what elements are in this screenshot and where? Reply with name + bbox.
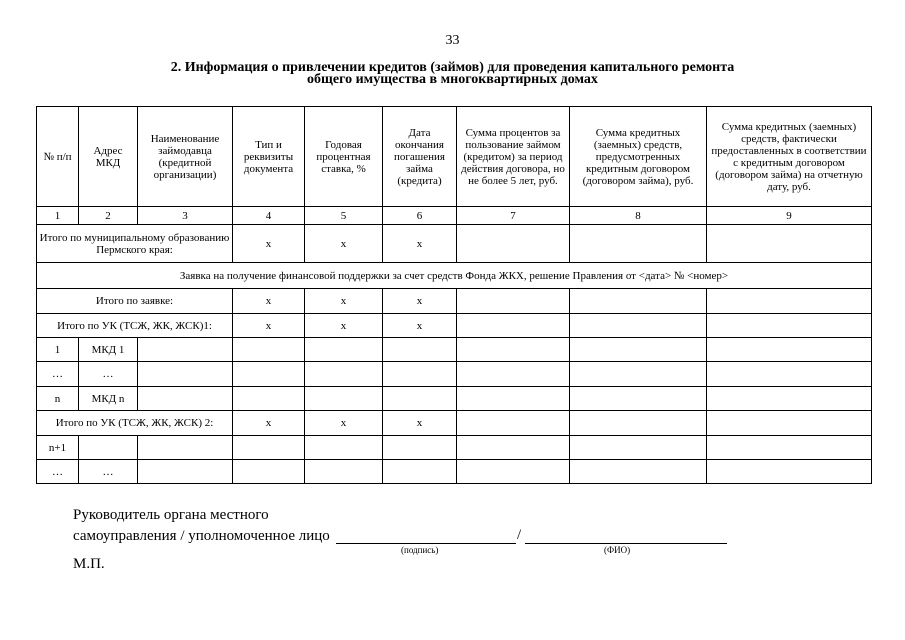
column-number: 1 [37, 207, 79, 225]
header-cell: Тип и реквизиты документа [233, 107, 305, 207]
empty-cell [707, 225, 872, 263]
x-mark: х [305, 289, 383, 314]
row-number: n+1 [37, 436, 79, 460]
name-hint: (ФИО) [604, 545, 631, 555]
empty-cell [457, 411, 570, 436]
page-title-line-1: 2. Информация о привлечении кредитов (займов) для проведения капитального ремонта [170, 60, 735, 75]
empty-cell [138, 436, 233, 460]
empty-cell [707, 411, 872, 436]
empty-cell [707, 436, 872, 460]
row-address [79, 436, 138, 460]
name-blank [525, 543, 727, 544]
empty-cell [383, 387, 457, 411]
signature-blank [336, 543, 516, 544]
header-cell: Сумма кредитных (заемных) средств, фактически предоставленных в соответствии с кредитным договором (договором займа) на отчетную дату, руб. [707, 107, 872, 207]
empty-cell [570, 314, 707, 338]
page-title-line-2: общего имущества в многоквартирных домах [307, 72, 598, 87]
empty-cell [383, 460, 457, 484]
empty-cell [707, 338, 872, 362]
empty-cell [570, 362, 707, 387]
application-total-label: Итого по заявке: [37, 289, 233, 314]
row-address: МКД n [79, 387, 138, 411]
empty-cell [457, 460, 570, 484]
column-number: 3 [138, 207, 233, 225]
empty-cell [138, 338, 233, 362]
x-mark: х [305, 314, 383, 338]
x-mark: х [305, 225, 383, 263]
empty-cell [457, 436, 570, 460]
empty-cell [383, 362, 457, 387]
uk1-total-label: Итого по УК (ТСЖ, ЖК, ЖСК)1: [37, 314, 233, 338]
page-title [120, 62, 785, 86]
empty-cell [233, 362, 305, 387]
uk2-total-label: Итого по УК (ТСЖ, ЖК, ЖСК) 2: [37, 411, 233, 436]
empty-cell [138, 362, 233, 387]
column-number: 6 [383, 207, 457, 225]
empty-cell [570, 411, 707, 436]
empty-cell [707, 460, 872, 484]
row-address: … [79, 460, 138, 484]
municipal-total-row [37, 225, 872, 263]
empty-cell [457, 225, 570, 263]
x-mark: х [305, 411, 383, 436]
row-number: … [37, 460, 79, 484]
table-row [37, 362, 872, 387]
empty-cell [707, 387, 872, 411]
empty-cell [707, 314, 872, 338]
empty-cell [570, 460, 707, 484]
column-number: 8 [570, 207, 707, 225]
header-cell: Дата окончания погашения займа (кредита) [383, 107, 457, 207]
row-number: … [37, 362, 79, 387]
column-number: 9 [707, 207, 872, 225]
header-cell: Адрес МКД [79, 107, 138, 207]
table-row [37, 460, 872, 484]
header-cell: Годовая процентная ставка, % [305, 107, 383, 207]
signature-line-2: самоуправления / уполномоченное лицо [73, 528, 330, 544]
column-number: 4 [233, 207, 305, 225]
signature-hint: (подпись) [401, 545, 439, 555]
empty-cell [570, 436, 707, 460]
row-address: … [79, 362, 138, 387]
municipal-total-label: Итого по муниципальному образованию Пермского края: [37, 225, 233, 263]
empty-cell [457, 289, 570, 314]
empty-cell [457, 338, 570, 362]
table-row [37, 338, 872, 362]
empty-cell [570, 338, 707, 362]
empty-cell [570, 225, 707, 263]
header-row [37, 107, 872, 207]
empty-cell [383, 338, 457, 362]
table-row [37, 387, 872, 411]
empty-cell [233, 387, 305, 411]
empty-cell [383, 436, 457, 460]
empty-cell [570, 387, 707, 411]
uk1-total-row [37, 314, 872, 338]
row-address: МКД 1 [79, 338, 138, 362]
empty-cell [457, 387, 570, 411]
uk2-total-row [37, 411, 872, 436]
empty-cell [305, 362, 383, 387]
credit-info-table [36, 106, 872, 484]
x-mark: х [383, 314, 457, 338]
x-mark: х [233, 225, 305, 263]
empty-cell [707, 362, 872, 387]
empty-cell [138, 387, 233, 411]
x-mark: х [233, 289, 305, 314]
empty-cell [233, 338, 305, 362]
x-mark: х [383, 289, 457, 314]
empty-cell [570, 289, 707, 314]
header-cell: № п/п [37, 107, 79, 207]
empty-cell [457, 362, 570, 387]
empty-cell [305, 338, 383, 362]
application-row [37, 263, 872, 289]
header-cell: Сумма процентов за пользование займом (кредитом) за период действия договора, но не более 5 лет, руб. [457, 107, 570, 207]
column-number-row [37, 207, 872, 225]
table-row [37, 436, 872, 460]
empty-cell [305, 436, 383, 460]
row-number: 1 [37, 338, 79, 362]
column-number: 5 [305, 207, 383, 225]
header-cell: Наименование займодавца (кредитной организации) [138, 107, 233, 207]
x-mark: х [383, 225, 457, 263]
x-mark: х [383, 411, 457, 436]
application-total-row [37, 289, 872, 314]
column-number: 7 [457, 207, 570, 225]
empty-cell [138, 460, 233, 484]
column-number: 2 [79, 207, 138, 225]
signature-line-1: Руководитель органа местного [73, 507, 269, 523]
x-mark: х [233, 314, 305, 338]
page-number: 33 [445, 33, 460, 48]
empty-cell [457, 314, 570, 338]
header-cell: Сумма кредитных (заемных) средств, предусмотренных кредитным договором (договором займа), руб. [570, 107, 707, 207]
x-mark: х [233, 411, 305, 436]
empty-cell [707, 289, 872, 314]
empty-cell [305, 387, 383, 411]
empty-cell [305, 460, 383, 484]
empty-cell [233, 460, 305, 484]
signature-slash: / [517, 527, 522, 543]
stamp-label: М.П. [73, 556, 105, 572]
empty-cell [233, 436, 305, 460]
row-number: n [37, 387, 79, 411]
application-description: Заявка на получение финансовой поддержки за счет средств Фонда ЖКХ, решение Правления от <дата> № <номер> [37, 263, 872, 289]
